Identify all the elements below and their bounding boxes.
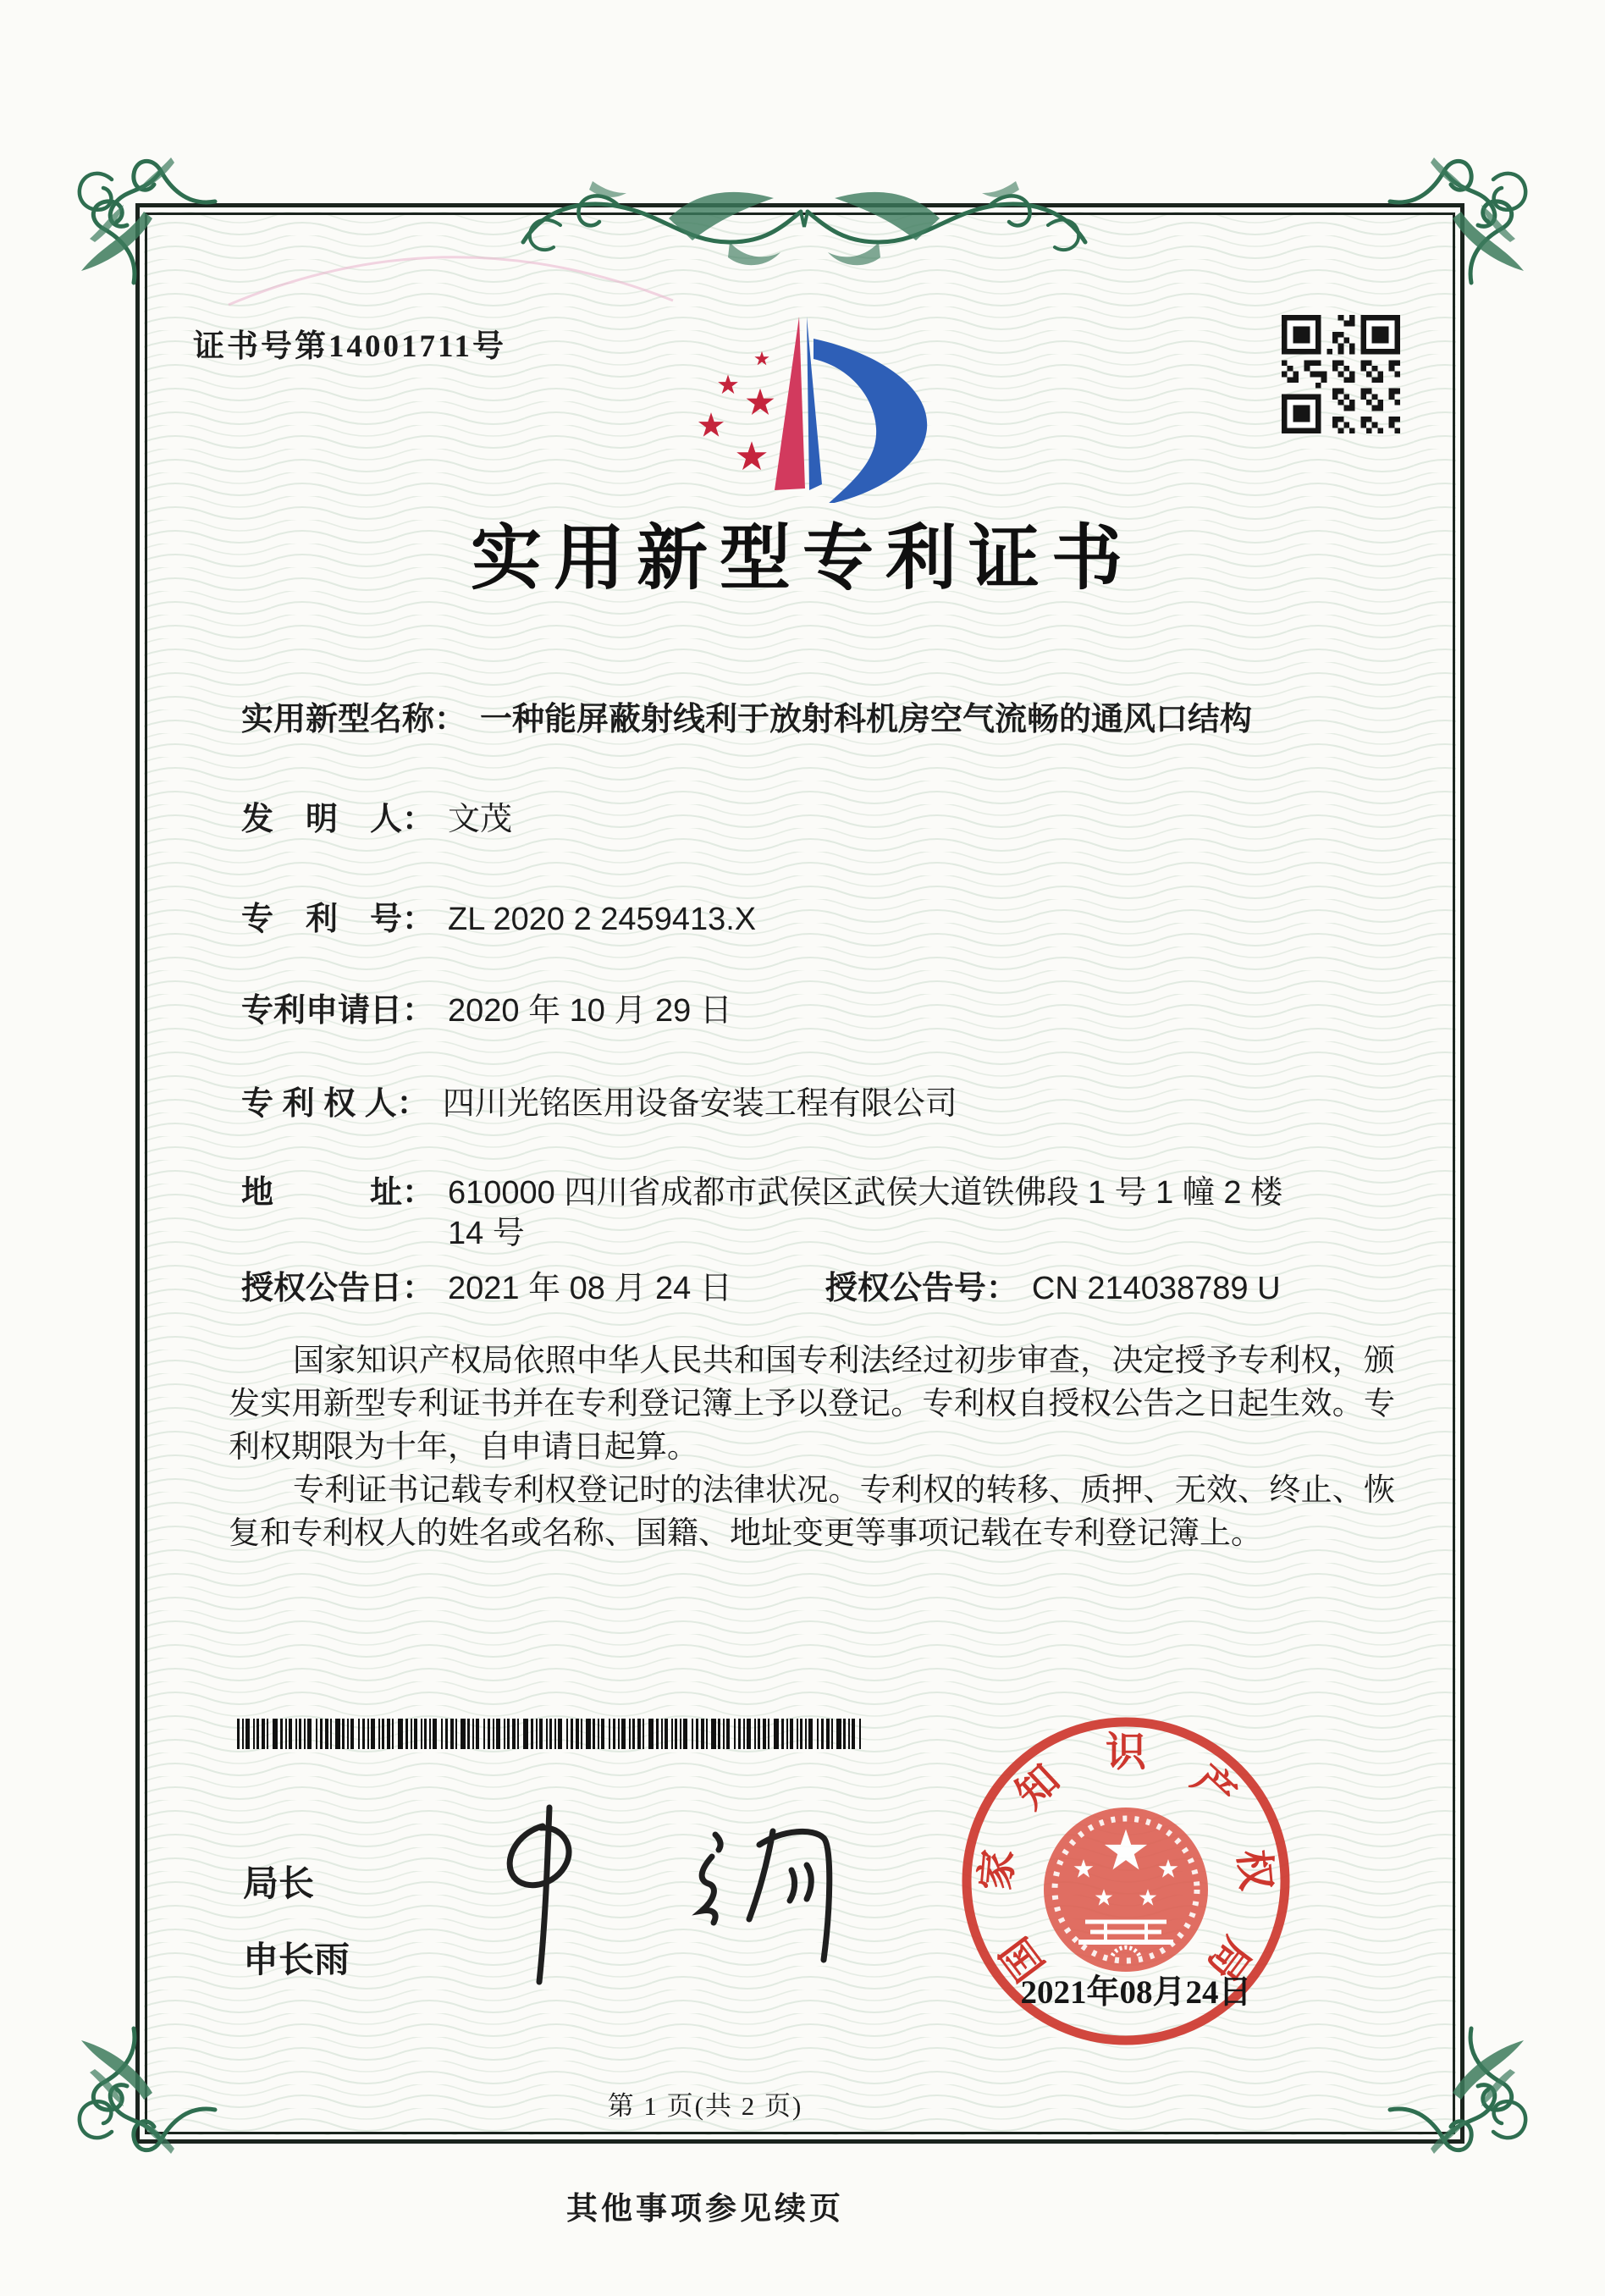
qr-code-icon (1282, 315, 1400, 433)
svg-text:家: 家 (973, 1847, 1023, 1893)
barcode-icon (237, 1719, 874, 1749)
grant-date-label: 授权公告日： (241, 1271, 435, 1306)
footer-note: 其他事项参见续页 (566, 2192, 844, 2227)
field-label: 专 利 权 人： (241, 1086, 429, 1122)
field-label: 发 明 人： (241, 802, 435, 837)
handwritten-signature-icon (461, 1782, 859, 2011)
svg-text:局: 局 (1198, 1929, 1260, 1989)
field-label: 实用新型名称： (241, 702, 467, 737)
field-row-patentee (241, 1084, 1376, 1124)
field-value: 一种能屏蔽射线利于放射科机房空气流畅的通风口结构 (480, 702, 1253, 737)
field-row-name (241, 699, 1376, 740)
field-value: ZL 2020 2 2459413.X (448, 902, 757, 937)
official-seal-icon (955, 1710, 1297, 2052)
grant-number-label: 授权公告号： (825, 1271, 1018, 1306)
field-value: 610000 四川省成都市武侯区武侯大道铁佛段 1 号 1 幢 2 楼 14 号 (448, 1175, 1283, 1251)
field-label: 专 利 号： (241, 902, 435, 937)
field-row-address (241, 1173, 1376, 1254)
svg-text:识: 识 (1105, 1730, 1147, 1775)
signer-title: 局长 (243, 1863, 315, 1903)
field-value: 四川光铭医用设备安装工程有限公司 (442, 1086, 957, 1122)
legal-paragraph-2: 专利证书记载专利权登记时的法律状况。专利权的转移、质押、无效、终止、恢复和专利权人的姓名或名称、国籍、地址变更等事项记载在专利登记簿上。 (229, 1473, 1395, 1551)
cnipa-logo-icon (656, 310, 935, 503)
certificate-number: 证书号第14001711号 (193, 329, 506, 364)
field-row-filing-date (241, 991, 1376, 1031)
svg-text:产: 产 (1183, 1757, 1244, 1818)
field-value: 2020 年 10 月 29 日 (448, 993, 732, 1029)
legal-text (229, 1339, 1395, 1555)
svg-text:知: 知 (1007, 1757, 1068, 1818)
signer-name: 申长雨 (243, 1940, 350, 1979)
field-label: 地 址： (241, 1175, 435, 1211)
svg-text:权: 权 (1229, 1847, 1278, 1893)
field-value: 文茂 (448, 802, 513, 837)
grant-date-value: 2021 年 08 月 24 日 (448, 1271, 732, 1306)
field-row-patent-number (241, 899, 1376, 940)
field-label: 专利申请日： (241, 993, 435, 1029)
svg-text:国: 国 (992, 1929, 1054, 1989)
field-row-inventor (241, 799, 1376, 840)
certificate-title: 实用新型专利证书 (470, 520, 1134, 599)
field-row-grant (241, 1268, 1376, 1309)
legal-paragraph-1: 国家知识产权局依照中华人民共和国专利法经过初步审查，决定授予专利权，颁发实用新型专利证书并在专利登记簿上予以登记。专利权自授权公告之日起生效。专利权期限为十年，自申请日起算。 (229, 1344, 1395, 1465)
grant-number-value: CN 214038789 U (1031, 1271, 1281, 1306)
seal-emblem (1044, 1808, 1208, 1972)
seal-date: 2021年08月24日 (1020, 1974, 1252, 2011)
page-number: 第 1 页(共 2 页) (607, 2091, 803, 2121)
